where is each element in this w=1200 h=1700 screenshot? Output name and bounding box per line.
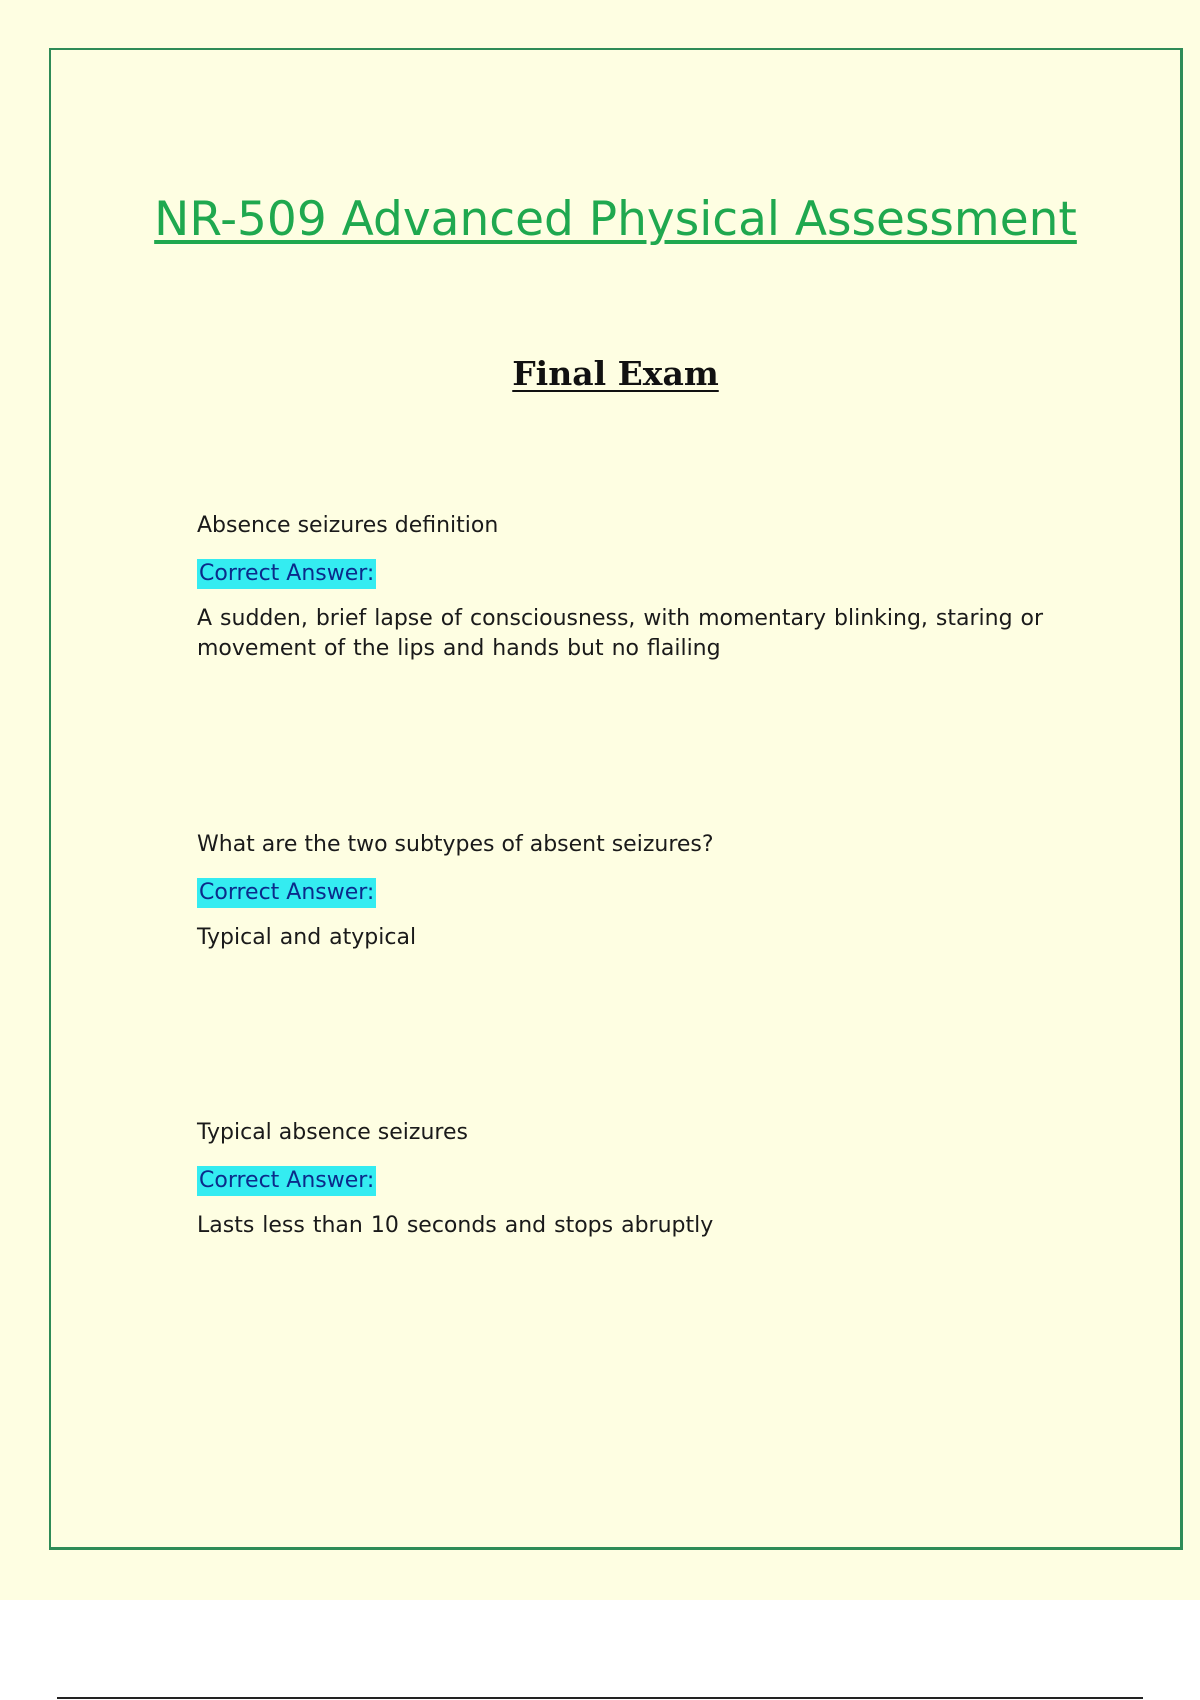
question-block bbox=[197, 511, 1127, 664]
question-text: Absence seizures definition bbox=[197, 513, 499, 538]
document-title-text: NR-509 Advanced Physical Assessment bbox=[154, 192, 1077, 247]
question-block bbox=[197, 830, 1127, 953]
answer-text: A sudden, brief lapse of consciousness, with momentary blinking, staring or movement of the lips and hands but no flailing bbox=[197, 606, 1044, 661]
question-block bbox=[197, 1118, 1127, 1241]
correct-answer-label: Correct Answer: bbox=[197, 559, 376, 589]
document-title bbox=[51, 190, 1180, 250]
bottom-divider bbox=[57, 1697, 1143, 1699]
document-page bbox=[49, 48, 1183, 1550]
document-subtitle-text: Final Exam bbox=[512, 354, 719, 393]
question-text: Typical absence seizures bbox=[197, 1120, 468, 1145]
answer-text: Typical and atypical bbox=[197, 925, 417, 950]
correct-answer-label: Correct Answer: bbox=[197, 878, 376, 908]
correct-answer-label: Correct Answer: bbox=[197, 1166, 376, 1196]
question-text: What are the two subtypes of absent seizures? bbox=[197, 832, 714, 857]
document-subtitle bbox=[51, 352, 1180, 396]
answer-text: Lasts less than 10 seconds and stops abruptly bbox=[197, 1213, 714, 1238]
